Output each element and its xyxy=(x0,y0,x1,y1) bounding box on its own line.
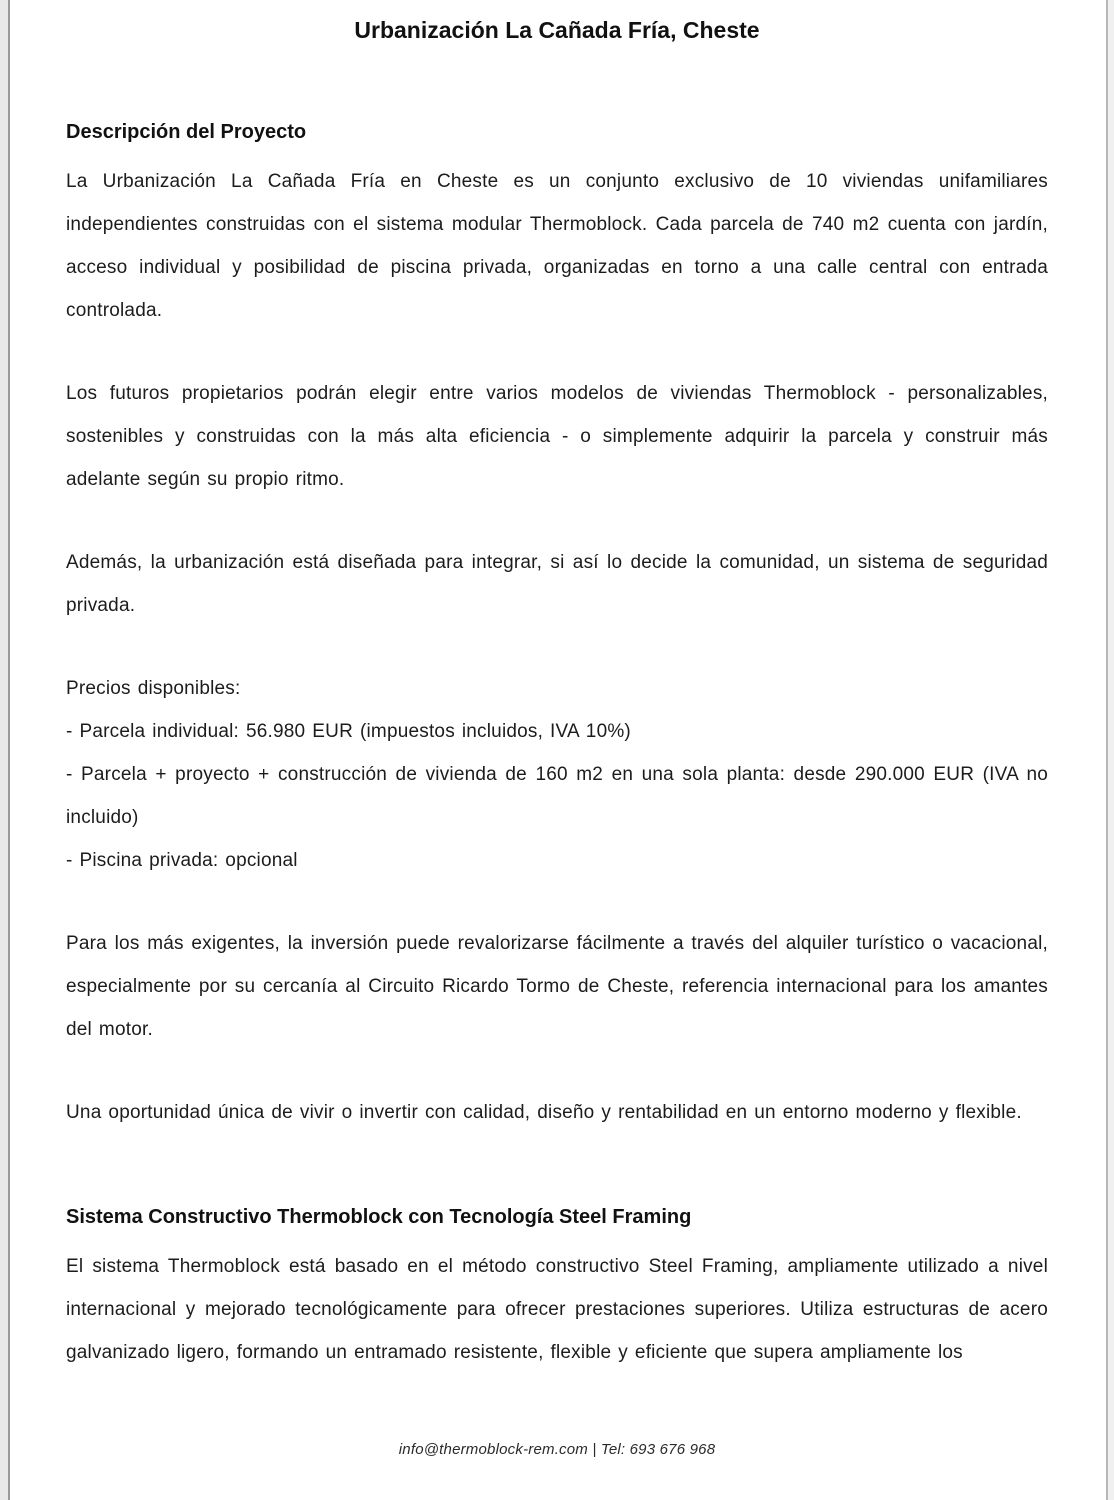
document-title: Urbanización La Cañada Fría, Cheste xyxy=(354,17,760,43)
page-scan-edge-right xyxy=(1106,0,1114,1500)
paragraph-intro: La Urbanización La Cañada Fría en Cheste es un conjunto exclusivo de 10 viviendas unifamiliares independientes construidas con el sistema modular Thermoblock. Cada parcela de 740 m2 cuenta con jardín, acceso individual y posibilidad de piscina privada, organizadas en torno a una calle central con entrada controlada. xyxy=(66,171,1048,321)
paragraph-modelos: Los futuros propietarios podrán elegir entre varios modelos de viviendas Thermoblock - personalizables, sostenibles y construidas con la más alta eficiencia - o simplemente adquirir la parcela y construir más adelante según su propio ritmo. xyxy=(66,383,1048,490)
heading-sistema-constructivo: Sistema Constructivo Thermoblock con Tecnología Steel Framing xyxy=(66,1206,692,1228)
price-item-parcela-individual: - Parcela individual: 56.980 EUR (impuestos incluidos, IVA 10%) xyxy=(66,721,631,742)
price-list xyxy=(66,667,1048,882)
price-item-parcela-proyecto-construccion: - Parcela + proyecto + construcción de vivienda de 160 m2 en una sola planta: desde 290.000 EUR (IVA no incluido) xyxy=(66,764,1048,828)
heading-descripcion-del-proyecto: Descripción del Proyecto xyxy=(66,121,307,143)
paragraph-seguridad: Además, la urbanización está diseñada para integrar, si así lo decide la comunidad, un sistema de seguridad privada. xyxy=(66,552,1048,616)
footer-contact-info: info@thermoblock-rem.com | Tel: 693 676 968 xyxy=(398,1441,716,1458)
price-list-label: Precios disponibles: xyxy=(66,678,241,699)
paragraph-oportunidad: Una oportunidad única de vivir o invertir con calidad, diseño y rentabilidad en un entorno moderno y flexible. xyxy=(66,1102,1022,1123)
page-scan-edge-left xyxy=(0,0,10,1500)
paragraph-inversion: Para los más exigentes, la inversión puede revalorizarse fácilmente a través del alquiler turístico o vacacional, especialmente por su cercanía al Circuito Ricardo Tormo de Cheste, referencia internacional para los amantes del motor. xyxy=(66,933,1048,1040)
paragraph-steel-framing: El sistema Thermoblock está basado en el método constructivo Steel Framing, ampliamente utilizado a nivel internacional y mejorado tecnológicamente para ofrecer prestaciones superiores. Utiliza estructuras de acero galvanizado ligero, formando un entramado resistente, flexible y eficiente que supera ampliamente los xyxy=(66,1256,1048,1363)
document-page xyxy=(66,14,1048,1414)
price-item-piscina-privada: - Piscina privada: opcional xyxy=(66,850,298,871)
